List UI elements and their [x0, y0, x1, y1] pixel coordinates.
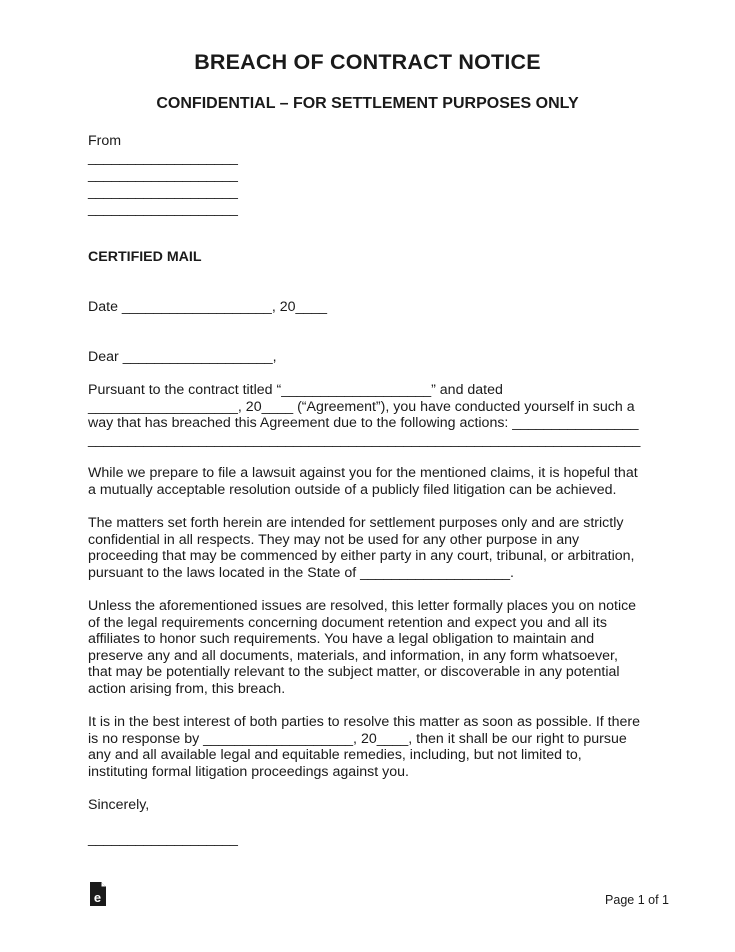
paragraph-lawsuit: While we prepare to file a lawsuit against you for the mentioned claims, it is hopeful that a mutually acceptable resolution outside of a publicly filed litigation can be achieved.: [88, 465, 638, 498]
from-line-1: ___________________: [88, 150, 238, 166]
from-line-4: ___________________: [88, 201, 238, 217]
paragraph-confidential: The matters set forth herein are intended for settlement purposes only and are strictly confidential in all respects. They may not be used for any other purpose in any proceeding that may be commenced by either party in any court, tribunal, or arbitration, pursuant to the laws located in the State of ___________________.: [88, 515, 635, 581]
closing-line: Sincerely,: [88, 797, 150, 813]
certified-mail-heading: CERTIFIED MAIL: [88, 249, 202, 265]
page-number: Page 1 of 1: [605, 893, 669, 907]
document-title: BREACH OF CONTRACT NOTICE: [194, 50, 541, 74]
from-line-3: ___________________: [88, 184, 238, 200]
paragraph-retention: Unless the aforementioned issues are resolved, this letter formally places you on notice of the legal requirements concerning document retention and expect you and all its affiliates to honor such requirements. You have a legal obligation to maintain and preserve any and all documents, materials, and information, in any form whatsoever, that may be potentially relevant to the subject matter, or discoverable in any potential action arising from, this breach.: [88, 598, 637, 697]
paragraph-contract: Pursuant to the contract titled “___________________” and dated ___________________, 20____ (“Agreement”), you have conducted yourself in such a way that has breached this Agreement due to the following actions: ________________ ______________________________________________________________________: [88, 382, 641, 448]
paragraph-resolve: It is in the best interest of both parties to resolve this matter as soon as possible. If there is no response by ___________________, 20____, then it shall be our right to pursue any and all available legal and equitable remedies, including, but not limited to, instituting formal litigation proceedings against you.: [88, 714, 641, 780]
signature-line: ___________________: [88, 831, 238, 847]
document-subtitle: CONFIDENTIAL – FOR SETTLEMENT PURPOSES ONLY: [156, 95, 579, 112]
from-line-2: ___________________: [88, 167, 238, 183]
salutation-line: Dear ___________________,: [88, 349, 277, 365]
date-line: Date ___________________, 20____: [88, 299, 328, 315]
svg-text:e: e: [93, 890, 102, 905]
from-label: From: [88, 133, 122, 149]
document-e-logo-icon: [89, 881, 107, 907]
